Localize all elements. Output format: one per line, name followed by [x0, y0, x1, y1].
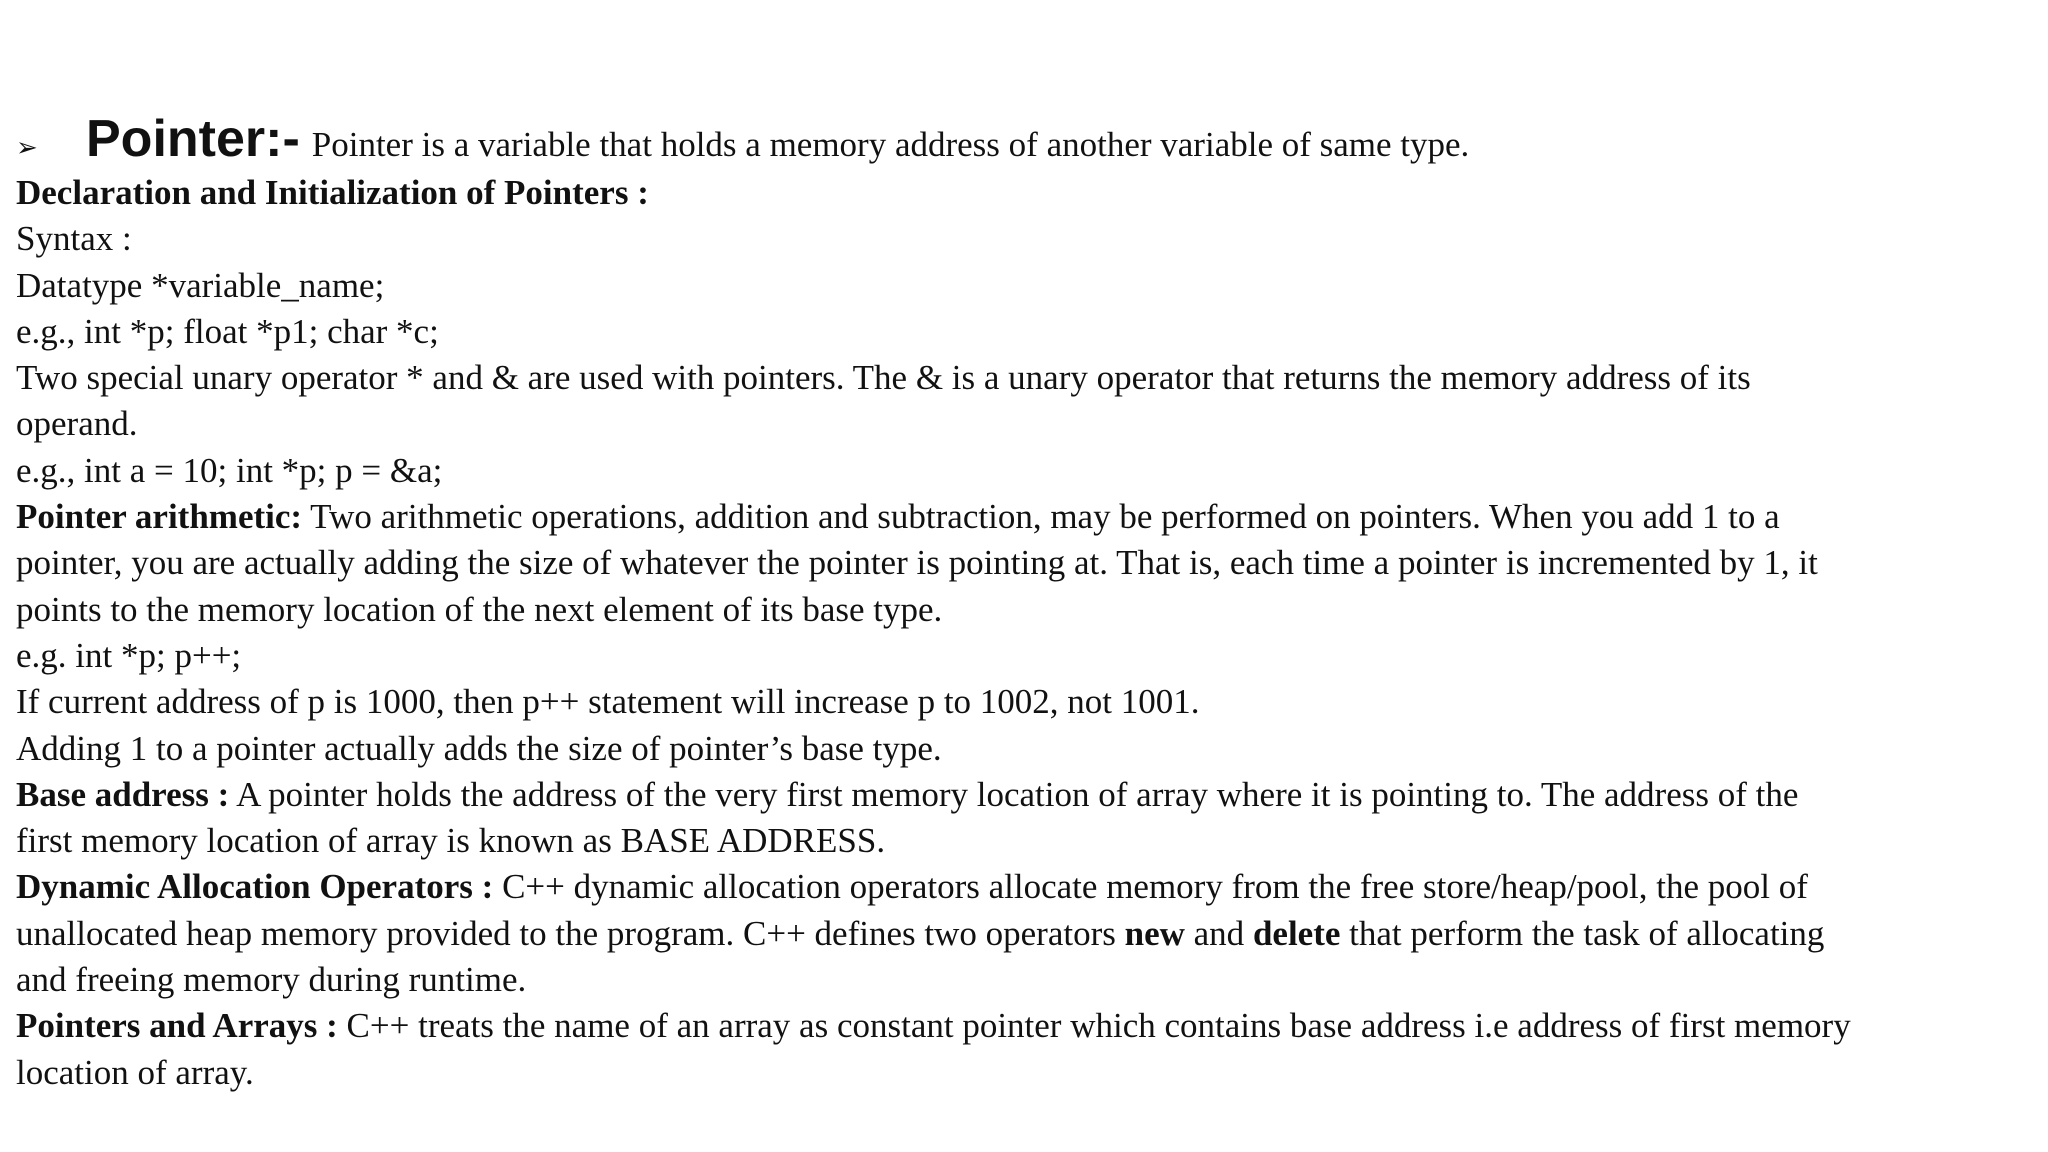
syntax-label: Syntax : — [16, 219, 132, 259]
arithmetic-example: e.g. int *p; p++; — [16, 635, 242, 675]
keyword-delete: delete — [1252, 913, 1341, 953]
syntax-text: Datatype *variable_name; — [16, 265, 385, 305]
dynamic-line-3: and freeing memory during runtime. — [16, 960, 527, 1000]
operators-line-1: Two special unary operator * and & are used with pointers. The & is a unary operator that returns the memory address of its — [16, 358, 1751, 398]
dynamic-text-2b: and — [1184, 913, 1253, 953]
arrays-text-1: C++ treats the name of an array as constant pointer which contains base address i.e address of first memory — [337, 1006, 1851, 1046]
dynamic-line-1 — [16, 864, 2036, 910]
pointer-title-line — [16, 108, 2036, 170]
arithmetic-line-2: pointer, you are actually adding the size of whatever the pointer is pointing at. That is, each time a pointer is incremented by 1, it — [16, 543, 1818, 583]
pointer-heading: Pointer:- — [86, 110, 300, 168]
dynamic-heading: Dynamic Allocation Operators : — [16, 867, 494, 907]
arithmetic-size-note: Adding 1 to a pointer actually adds the size of pointer’s base type. — [16, 728, 942, 768]
arrays-heading: Pointers and Arrays : — [16, 1006, 338, 1046]
dynamic-text-2c: that perform the task of allocating — [1340, 913, 1825, 953]
arrays-line-2: location of array. — [16, 1052, 254, 1092]
arithmetic-line-3: points to the memory location of the next element of its base type. — [16, 589, 943, 629]
declaration-heading: Declaration and Initialization of Pointers : — [16, 173, 649, 212]
arithmetic-address-note: If current address of p is 1000, then p++ statement will increase p to 1002, not 1001. — [16, 682, 1200, 722]
keyword-new: new — [1124, 913, 1185, 953]
dynamic-line-2 — [16, 911, 2036, 957]
dynamic-text-1: C++ dynamic allocation operators allocate memory from the free store/heap/pool, the pool of — [493, 867, 1808, 907]
declaration-example: e.g., int *p; float *p1; char *c; — [16, 311, 439, 351]
declaration-example-2: e.g., int a = 10; int *p; p = &a; — [16, 450, 443, 490]
arrow-bullet-icon: ➢ — [16, 133, 38, 163]
document-page — [16, 108, 2036, 1096]
base-address-heading: Base address : — [16, 774, 230, 814]
pointer-definition: Pointer is a variable that holds a memory address of another variable of same type. — [311, 125, 1470, 164]
arithmetic-heading: Pointer arithmetic: — [16, 497, 303, 537]
base-address-line-2: first memory location of array is known as BASE ADDRESS. — [16, 821, 886, 861]
dynamic-text-2a: unallocated heap memory provided to the program. C++ defines two operators — [16, 913, 1125, 953]
arithmetic-text-1: Two arithmetic operations, addition and subtraction, may be performed on pointers. When you add 1 to a — [302, 497, 1780, 537]
base-address-line-1 — [16, 772, 2036, 818]
operators-line-2: operand. — [16, 404, 138, 444]
arrays-line-1 — [16, 1003, 2036, 1049]
arithmetic-line-1 — [16, 494, 2036, 540]
base-address-text-1: A pointer holds the address of the very first memory location of array where it is pointing to. The address of the — [229, 774, 1799, 814]
